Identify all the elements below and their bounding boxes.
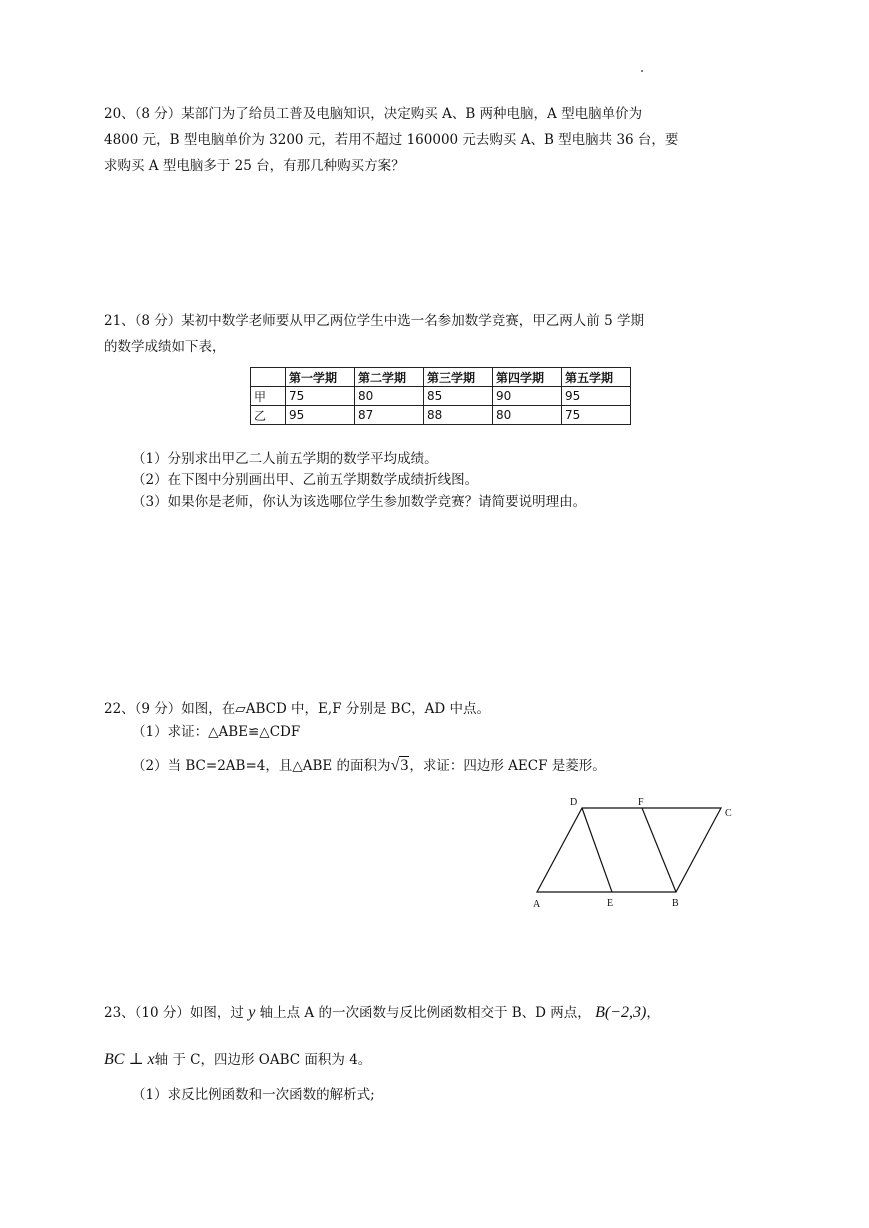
table-header-cell: 第四学期 <box>493 368 562 387</box>
table-row <box>251 406 631 425</box>
vertex-label-f: F <box>638 797 644 808</box>
table-header-cell <box>251 368 286 387</box>
table-cell: 95 <box>286 406 355 425</box>
table-cell: 88 <box>424 406 493 425</box>
bc-perp-expression: BC ⊥ x <box>104 1051 155 1068</box>
sqrt-expression: √3 <box>390 757 409 774</box>
table-header-cell: 第二学期 <box>355 368 424 387</box>
q20-line-2: 4800 元，B 型电脑单价为 3200 元，若用不超过 160000 元去购买 A、B 型电脑共 36 台，要 <box>104 132 679 148</box>
q23-part-1: （1）求反比例函数和一次函数的解析式; <box>132 1087 375 1103</box>
segment-de <box>582 808 612 892</box>
point-b-coordinate: B(−2,3) <box>595 1004 647 1021</box>
q22-part-2 <box>132 756 606 776</box>
table-cell: 75 <box>562 406 631 425</box>
scores-table <box>250 367 631 425</box>
q20-line-3: 求购买 A 型电脑多于 25 台，有那几种购买方案？ <box>104 158 405 174</box>
q21-part-1: （1）分别求出甲乙二人前五学期的数学平均成绩。 <box>132 451 438 467</box>
sqrt-radicand: 3 <box>400 757 409 774</box>
table-cell: 85 <box>424 387 493 406</box>
parallelogram-abcd <box>537 808 721 892</box>
segment-fb <box>642 808 676 892</box>
q23-line-1-text-b: 轴上点 A 的一次函数与反比例函数相交于 B、D 两点， <box>259 1005 591 1021</box>
y-variable: y <box>248 1004 256 1021</box>
q22-part-2-text-b: ，求证：四边形 AECF 是菱形。 <box>409 758 606 774</box>
vertex-label-b: B <box>672 898 679 909</box>
table-row <box>251 387 631 406</box>
q22-line-1: 22、（9 分）如图，在▱ABCD 中，E,F 分别是 BC，AD 中点。 <box>104 701 491 717</box>
table-cell: 90 <box>493 387 562 406</box>
q22-part-1: （1）求证：△ABE≌△CDF <box>132 724 301 740</box>
table-cell: 80 <box>493 406 562 425</box>
table-header-cell: 第三学期 <box>424 368 493 387</box>
q23-line-1-text-c: ， <box>646 1005 660 1021</box>
table-header-row <box>251 368 631 387</box>
vertex-label-c: C <box>725 808 732 819</box>
q20-line-1: 20、（8 分）某部门为了给员工普及电脑知识，决定购买 A、B 两种电脑，A 型电脑单价为 <box>104 106 643 122</box>
q21-line-2: 的数学成绩如下表， <box>104 339 226 355</box>
vertex-label-d: D <box>570 797 578 808</box>
page-mark <box>641 70 643 72</box>
q21-part-2: （2）在下图中分别画出甲、乙前五学期数学成绩折线图。 <box>132 472 479 488</box>
q21-line-1: 21、（8 分）某初中数学老师要从甲乙两位学生中选一名参加数学竞赛，甲乙两人前 5 学期 <box>104 313 644 329</box>
vertex-label-e: E <box>607 898 614 909</box>
q23-line-1 <box>104 1003 660 1023</box>
table-cell: 87 <box>355 406 424 425</box>
table-cell: 75 <box>286 387 355 406</box>
parallelogram-figure <box>525 790 745 915</box>
vertex-label-a: A <box>533 899 541 910</box>
table-header-cell: 第一学期 <box>286 368 355 387</box>
table-header-cell: 第五学期 <box>562 368 631 387</box>
q23-line-1-text-a: 23、（10 分）如图，过 <box>104 1005 244 1021</box>
q22-part-2-text-a: （2）当 BC=2AB=4，且△ABE 的面积为 <box>132 758 391 774</box>
table-cell: 乙 <box>251 406 286 425</box>
table-cell: 95 <box>562 387 631 406</box>
q23-line-2 <box>104 1050 371 1070</box>
q23-line-2-text: 轴 于 C，四边形 OABC 面积为 4。 <box>154 1052 372 1068</box>
q21-part-3: （3）如果你是老师，你认为该选哪位学生参加数学竞赛？请简要说明理由。 <box>132 494 587 510</box>
table-cell: 甲 <box>251 387 286 406</box>
table-cell: 80 <box>355 387 424 406</box>
